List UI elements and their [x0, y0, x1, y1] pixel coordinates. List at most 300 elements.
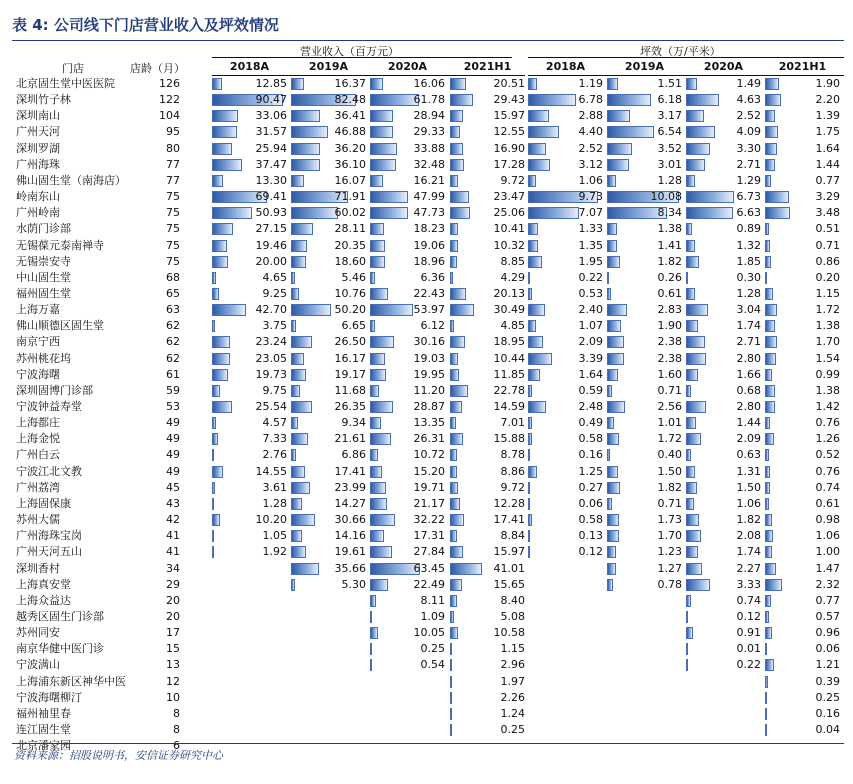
efficiency-databar [686, 627, 693, 639]
efficiency-value: 0.68 [736, 383, 761, 397]
efficiency-databar [765, 514, 772, 526]
efficiency-databar [765, 304, 777, 316]
efficiency-cell [528, 431, 603, 447]
efficiency-databar [686, 369, 698, 381]
efficiency-period-header: 2020A [703, 60, 744, 73]
table-row [0, 286, 853, 302]
revenue-value: 12.85 [255, 77, 287, 90]
revenue-cell [370, 92, 445, 108]
efficiency-cell [686, 561, 761, 577]
efficiency-value: 1.49 [736, 77, 761, 90]
efficiency-value: 2.32 [815, 577, 840, 591]
efficiency-databar [528, 240, 538, 252]
revenue-databar [212, 143, 232, 155]
efficiency-cell [686, 221, 761, 237]
revenue-value: 36.20 [334, 141, 366, 155]
efficiency-cell [765, 92, 840, 108]
revenue-databar [291, 304, 331, 316]
efficiency-databar [607, 563, 616, 575]
efficiency-value: 1.42 [815, 400, 840, 413]
store-name: 广州岭南 [16, 206, 60, 220]
revenue-value: 32.48 [413, 157, 445, 171]
efficiency-value: 1.50 [736, 480, 761, 494]
store-name: 上海金悦 [16, 432, 60, 446]
efficiency-cell [686, 157, 761, 173]
revenue-cell [212, 464, 287, 480]
revenue-value: 46.88 [334, 125, 366, 139]
revenue-value: 20.00 [255, 254, 287, 268]
revenue-cell [212, 302, 287, 318]
revenue-databar [370, 643, 372, 655]
revenue-cell [450, 674, 525, 690]
revenue-databar [212, 288, 219, 300]
store-name: 苏州桃花坞 [16, 351, 71, 365]
revenue-databar [291, 272, 295, 284]
revenue-cell [450, 512, 525, 528]
revenue-value: 14.55 [255, 464, 287, 478]
revenue-value: 17.41 [334, 464, 366, 478]
efficiency-cell [607, 92, 682, 108]
efficiency-value: 1.54 [815, 351, 840, 365]
revenue-cell [370, 641, 445, 657]
efficiency-databar [528, 256, 542, 268]
efficiency-value: 1.31 [736, 464, 761, 478]
revenue-cell [370, 351, 445, 367]
efficiency-value: 2.27 [736, 561, 761, 575]
efficiency-value: 2.20 [815, 93, 840, 107]
revenue-databar [291, 256, 306, 268]
efficiency-value: 2.71 [736, 157, 761, 171]
efficiency-cell [686, 254, 761, 270]
revenue-value: 14.59 [493, 400, 525, 413]
efficiency-value: 0.20 [815, 270, 840, 284]
revenue-cell [291, 415, 366, 431]
revenue-databar [212, 223, 233, 235]
efficiency-value: 3.17 [657, 109, 682, 123]
efficiency-value: 2.80 [736, 351, 761, 365]
efficiency-value: 0.49 [578, 416, 603, 430]
store-age: 49 [166, 416, 180, 430]
store-name: 广州天河五山 [16, 545, 82, 559]
revenue-databar [212, 449, 214, 461]
revenue-value: 0.54 [420, 658, 445, 672]
store-age: 20 [166, 593, 180, 607]
revenue-period-header: 2018A [229, 60, 270, 73]
table-row [0, 496, 853, 512]
efficiency-cell [528, 367, 603, 383]
table-row [0, 92, 853, 108]
revenue-value: 11.85 [493, 367, 525, 381]
efficiency-value: 2.48 [578, 400, 603, 413]
efficiency-databar [765, 207, 790, 219]
store-age: 34 [166, 561, 180, 575]
store-age: 41 [166, 529, 180, 543]
efficiency-value: 1.70 [657, 529, 682, 543]
revenue-cell [450, 205, 525, 221]
table-row [0, 383, 853, 399]
efficiency-cell [528, 302, 603, 318]
revenue-databar [291, 498, 302, 510]
store-name: 佛山顺德区固生堂 [16, 319, 104, 333]
revenue-cell [370, 625, 445, 641]
store-age: 8 [173, 723, 180, 736]
efficiency-value: 1.90 [657, 319, 682, 333]
efficiency-cell [607, 302, 682, 318]
efficiency-cell [765, 399, 840, 415]
efficiency-databar [686, 579, 710, 591]
efficiency-databar [607, 159, 629, 171]
revenue-cell [212, 76, 287, 92]
efficiency-cell [765, 302, 840, 318]
revenue-databar [450, 288, 466, 300]
revenue-cell [291, 108, 366, 124]
efficiency-cell [528, 173, 603, 189]
efficiency-databar [607, 353, 624, 365]
efficiency-databar [686, 288, 695, 300]
store-age: 10 [166, 690, 180, 704]
revenue-cell [212, 415, 287, 431]
efficiency-value: 0.12 [736, 609, 761, 623]
efficiency-cell [686, 625, 761, 641]
efficiency-databar [607, 498, 612, 510]
revenue-databar [291, 320, 296, 332]
revenue-cell [291, 334, 366, 350]
efficiency-cell [528, 254, 603, 270]
revenue-cell [291, 286, 366, 302]
revenue-cell [450, 221, 525, 237]
revenue-value: 1.09 [420, 609, 445, 623]
efficiency-value: 1.44 [815, 157, 840, 171]
efficiency-value: 4.63 [736, 93, 761, 107]
revenue-cell [450, 92, 525, 108]
efficiency-value: 1.39 [815, 109, 840, 123]
revenue-value: 23.24 [255, 335, 287, 349]
efficiency-databar [686, 110, 704, 122]
top-rule [12, 40, 844, 41]
table-row [0, 431, 853, 447]
revenue-value: 10.58 [493, 626, 525, 640]
efficiency-value: 0.12 [578, 545, 603, 559]
efficiency-cell [686, 480, 761, 496]
revenue-cell [450, 561, 525, 577]
store-name: 宁波钟益寿堂 [16, 400, 82, 413]
revenue-databar [212, 175, 223, 187]
revenue-cell [450, 238, 525, 254]
efficiency-databar [528, 385, 532, 397]
store-age: 49 [166, 464, 180, 478]
revenue-value: 9.34 [341, 416, 366, 430]
efficiency-cell [607, 496, 682, 512]
revenue-value: 12.28 [493, 496, 525, 510]
revenue-value: 28.11 [334, 222, 366, 236]
store-age: 41 [166, 545, 180, 559]
efficiency-databar [765, 78, 779, 90]
store-name: 上海浦东新区神华中医 [16, 674, 126, 688]
revenue-value: 47.73 [413, 206, 445, 220]
efficiency-databar [765, 143, 777, 155]
revenue-cell [370, 318, 445, 334]
revenue-value: 13.30 [255, 173, 287, 187]
store-name: 广州荔湾 [16, 480, 60, 494]
revenue-cell [450, 302, 525, 318]
efficiency-value: 1.23 [657, 545, 682, 559]
revenue-databar [370, 304, 413, 316]
revenue-databar [370, 514, 395, 526]
efficiency-cell [765, 690, 840, 706]
revenue-databar [450, 223, 458, 235]
revenue-cell [450, 544, 525, 560]
revenue-cell [450, 464, 525, 480]
efficiency-databar [765, 546, 772, 558]
revenue-value: 19.61 [334, 545, 366, 559]
efficiency-cell [528, 399, 603, 415]
efficiency-value: 0.52 [815, 448, 840, 462]
efficiency-cell [528, 512, 603, 528]
revenue-cell [291, 561, 366, 577]
store-age: 95 [166, 125, 180, 139]
revenue-cell [212, 544, 287, 560]
revenue-value: 23.47 [493, 190, 525, 204]
revenue-value: 10.44 [493, 351, 525, 365]
revenue-databar [212, 240, 227, 252]
revenue-databar [370, 482, 386, 494]
revenue-value: 26.50 [334, 335, 366, 349]
efficiency-cell [686, 141, 761, 157]
revenue-value: 10.76 [334, 286, 366, 300]
efficiency-cell [686, 270, 761, 286]
efficiency-cell [528, 464, 603, 480]
efficiency-cell [607, 480, 682, 496]
revenue-cell [212, 351, 287, 367]
efficiency-cell [607, 351, 682, 367]
revenue-databar [450, 320, 454, 332]
revenue-value: 16.07 [334, 173, 366, 187]
efficiency-cell [765, 157, 840, 173]
revenue-databar [450, 336, 465, 348]
efficiency-databar [528, 78, 537, 90]
revenue-databar [212, 126, 237, 138]
efficiency-databar [607, 126, 654, 138]
store-age: 68 [166, 270, 180, 284]
revenue-databar [370, 110, 393, 122]
efficiency-databar [765, 579, 782, 591]
revenue-value: 29.33 [413, 125, 445, 139]
efficiency-value: 0.76 [815, 464, 840, 478]
efficiency-value: 1.38 [657, 222, 682, 236]
revenue-databar [370, 466, 382, 478]
efficiency-cell [686, 351, 761, 367]
revenue-databar [212, 546, 214, 558]
revenue-databar [450, 724, 452, 736]
revenue-databar [370, 530, 384, 542]
revenue-databar [370, 369, 386, 381]
efficiency-value: 1.35 [578, 238, 603, 252]
store-age: 49 [166, 448, 180, 462]
table-row [0, 657, 853, 673]
store-name: 深圳竹子林 [16, 93, 71, 107]
efficiency-databar [765, 272, 767, 284]
table-row [0, 544, 853, 560]
store-age: 53 [166, 400, 180, 413]
efficiency-value: 1.82 [736, 513, 761, 527]
efficiency-value: 1.32 [736, 238, 761, 252]
revenue-cell [370, 141, 445, 157]
revenue-value: 16.17 [334, 351, 366, 365]
efficiency-databar [528, 110, 549, 122]
efficiency-databar [686, 159, 705, 171]
store-age: 29 [166, 577, 180, 591]
revenue-cell [450, 318, 525, 334]
efficiency-value: 1.90 [815, 77, 840, 90]
efficiency-databar [528, 433, 532, 445]
revenue-value: 13.35 [413, 416, 445, 430]
efficiency-cell [607, 447, 682, 463]
efficiency-databar [765, 288, 773, 300]
revenue-cell [291, 496, 366, 512]
efficiency-cell [607, 318, 682, 334]
efficiency-cell [528, 415, 603, 431]
efficiency-value: 2.88 [578, 109, 603, 123]
revenue-cell [291, 577, 366, 593]
revenue-databar [450, 514, 464, 526]
efficiency-value: 1.06 [578, 173, 603, 187]
store-name: 苏州同安 [16, 626, 60, 640]
efficiency-value: 2.40 [578, 303, 603, 317]
store-name: 深圳香村 [16, 561, 60, 575]
store-name: 水荫门诊部 [16, 222, 71, 236]
revenue-value: 1.28 [262, 496, 287, 510]
revenue-databar [450, 126, 460, 138]
store-age: 13 [166, 658, 180, 672]
revenue-databar [212, 272, 216, 284]
revenue-value: 20.51 [493, 77, 525, 90]
revenue-databar [450, 78, 466, 90]
store-age: 45 [166, 480, 180, 494]
efficiency-value: 1.82 [657, 254, 682, 268]
efficiency-cell [765, 512, 840, 528]
revenue-value: 6.86 [341, 448, 366, 462]
efficiency-cell [607, 173, 682, 189]
efficiency-databar [528, 336, 543, 348]
efficiency-databar [607, 466, 618, 478]
efficiency-databar [607, 482, 620, 494]
revenue-value: 14.16 [334, 529, 366, 543]
revenue-databar [370, 659, 372, 671]
revenue-databar [370, 159, 396, 171]
efficiency-cell [686, 464, 761, 480]
efficiency-databar [686, 320, 698, 332]
efficiency-cell [686, 189, 761, 205]
revenue-databar [291, 514, 315, 526]
revenue-databar [291, 563, 319, 575]
efficiency-databar [765, 433, 774, 445]
revenue-cell [291, 367, 366, 383]
revenue-cell [370, 415, 445, 431]
revenue-value: 41.01 [493, 561, 525, 575]
revenue-cell [370, 528, 445, 544]
revenue-databar [291, 288, 299, 300]
store-name: 南京宁西 [16, 335, 60, 349]
revenue-databar [450, 256, 457, 268]
revenue-value: 33.88 [413, 141, 445, 155]
efficiency-cell [607, 561, 682, 577]
revenue-value: 3.61 [262, 480, 287, 494]
efficiency-value: 1.44 [736, 416, 761, 430]
efficiency-databar [528, 498, 530, 510]
revenue-value: 1.97 [500, 674, 525, 688]
table-row [0, 674, 853, 690]
revenue-cell [450, 76, 525, 92]
efficiency-databar [607, 240, 617, 252]
store-name: 深圳固博门诊部 [16, 383, 93, 397]
revenue-value: 17.31 [413, 529, 445, 543]
revenue-databar [291, 353, 304, 365]
efficiency-value: 2.71 [736, 335, 761, 349]
efficiency-cell [528, 141, 603, 157]
efficiency-value: 6.18 [657, 93, 682, 107]
efficiency-value: 0.61 [815, 496, 840, 510]
revenue-value: 71.91 [334, 190, 366, 204]
store-name: 福州固生堂 [16, 286, 71, 300]
revenue-cell [450, 415, 525, 431]
revenue-databar [450, 579, 462, 591]
revenue-value: 18.96 [413, 254, 445, 268]
efficiency-cell [607, 189, 682, 205]
revenue-databar [212, 207, 252, 219]
efficiency-databar [607, 272, 609, 284]
efficiency-value: 1.28 [736, 286, 761, 300]
revenue-cell [450, 657, 525, 673]
store-name: 岭南东山 [16, 190, 60, 204]
efficiency-cell [528, 205, 603, 221]
revenue-cell [450, 722, 525, 738]
efficiency-databar [607, 385, 612, 397]
efficiency-value: 1.66 [736, 367, 761, 381]
revenue-cell [212, 528, 287, 544]
efficiency-value: 1.41 [657, 238, 682, 252]
efficiency-period-header: 2019A [624, 60, 665, 73]
efficiency-databar [686, 272, 688, 284]
revenue-value: 11.68 [334, 383, 366, 397]
efficiency-value: 4.09 [736, 125, 761, 139]
revenue-databar [370, 94, 419, 106]
revenue-period-header: 2019A [308, 60, 349, 73]
efficiency-databar [528, 320, 536, 332]
efficiency-databar [686, 143, 710, 155]
efficiency-cell [765, 544, 840, 560]
efficiency-cell [528, 157, 603, 173]
efficiency-databar [528, 272, 530, 284]
store-age: 8 [173, 706, 180, 720]
efficiency-value: 1.19 [578, 77, 603, 90]
revenue-value: 8.85 [500, 254, 525, 268]
efficiency-databar [528, 126, 559, 138]
table-row [0, 625, 853, 641]
store-age: 43 [166, 496, 180, 510]
store-age: 77 [166, 173, 180, 187]
store-age: 49 [166, 432, 180, 446]
revenue-databar [291, 433, 308, 445]
revenue-value: 23.05 [255, 351, 287, 365]
efficiency-databar [528, 417, 532, 429]
efficiency-cell [686, 593, 761, 609]
efficiency-databar [686, 223, 692, 235]
efficiency-value: 3.01 [657, 157, 682, 171]
efficiency-cell [765, 674, 840, 690]
revenue-databar [450, 417, 456, 429]
efficiency-databar [686, 546, 698, 558]
table-row [0, 173, 853, 189]
